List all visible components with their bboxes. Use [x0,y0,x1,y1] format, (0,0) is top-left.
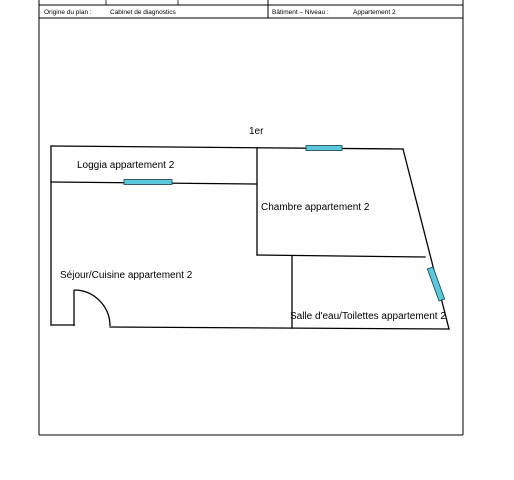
wall-bottom [110,327,449,329]
window-chambre [306,146,342,151]
wall-right-slanted [403,149,449,329]
page-frame [39,18,463,435]
walls [51,146,449,329]
window-salle-eau [427,267,444,301]
origin-label: Origine du plan : [44,9,92,16]
wall-top [51,146,403,149]
room-label-loggia: Loggia appartement 2 [77,160,175,171]
building-value: Appartement 2 [353,9,396,16]
window-loggia [124,180,172,185]
room-label-sejour: Séjour/Cuisine appartement 2 [60,270,193,281]
origin-value: Cabinet de diagnostics [110,9,176,16]
room-label-chambre: Chambre appartement 2 [261,202,370,213]
header-strip [39,0,463,18]
door-swing-arc [74,290,110,326]
floor-label: 1er [249,126,264,137]
room-label-salle-eau: Salle d'eau/Toilettes appartement 2 [290,311,446,322]
building-label: Bâtiment – Niveau : [272,9,329,16]
door [74,290,110,326]
wall-chambre-bottom [257,255,425,257]
